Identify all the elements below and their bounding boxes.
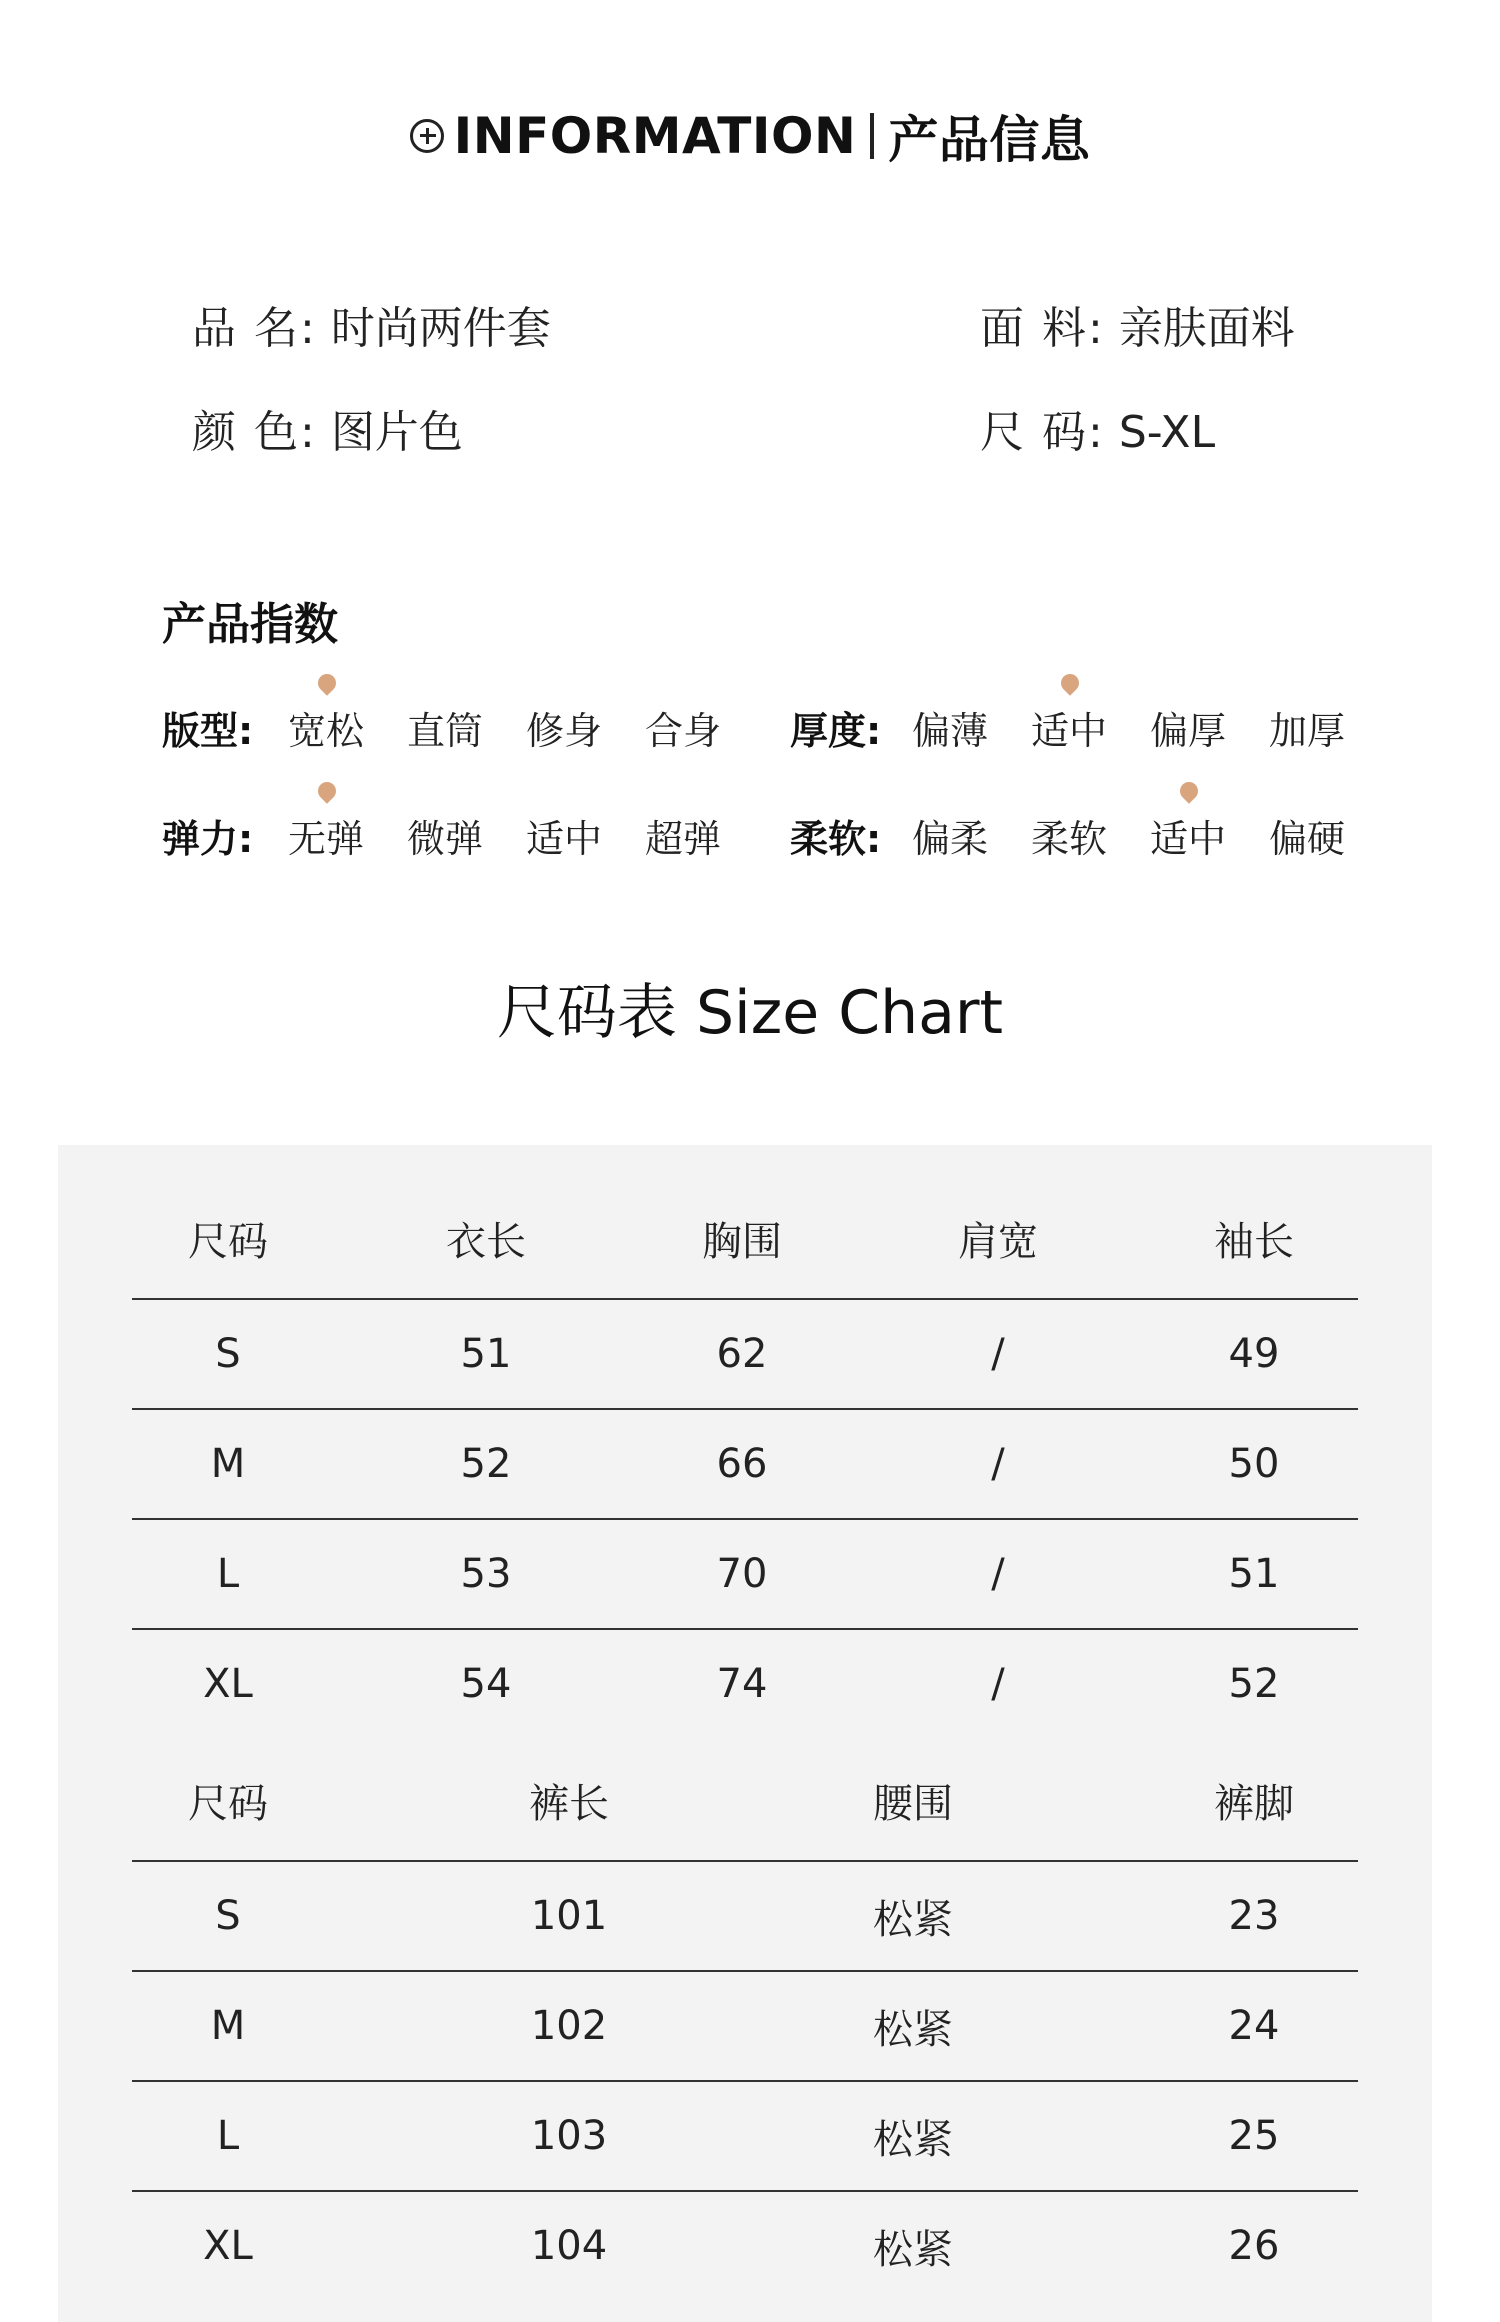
index-option-thickness: 加厚	[1269, 709, 1346, 753]
table-cell: L	[216, 2113, 240, 2159]
header-title: 产品信息	[888, 111, 1091, 169]
table-cell: 52	[460, 1441, 512, 1487]
table-cell: 23	[1228, 1893, 1280, 1939]
index-label-fit: 版型:	[162, 709, 254, 753]
table-cell: /	[991, 1661, 1005, 1707]
info-fabric-label: 面 料:	[980, 303, 1105, 354]
table-cell: 26	[1228, 2223, 1280, 2269]
selected-marker-icon	[314, 778, 339, 803]
index-option-fit: 合身	[645, 709, 722, 753]
table-header-cell: 裤脚	[1214, 1780, 1294, 1827]
index-option-softness: 柔软	[1031, 817, 1108, 861]
index-option-thickness: 适中	[1031, 709, 1108, 753]
table-header-cell: 裤长	[529, 1780, 609, 1827]
index-option-softness: 适中	[1150, 817, 1227, 861]
table-header-cell: 尺码	[188, 1780, 268, 1827]
info-name-label: 品 名:	[192, 303, 317, 354]
table-row	[132, 1630, 1358, 1738]
table-header-row	[132, 1740, 1358, 1862]
table-cell: 25	[1228, 2113, 1280, 2159]
info-size-label: 尺 码:	[980, 407, 1105, 458]
info-color-value: 图片色	[330, 407, 463, 458]
table-cell: 102	[530, 2003, 608, 2049]
table-cell: XL	[203, 2223, 253, 2269]
table-cell: S	[215, 1331, 241, 1377]
table-cell: L	[216, 1551, 240, 1597]
table-cell: S	[215, 1893, 241, 1939]
index-option-elasticity: 微弹	[407, 817, 484, 861]
index-option-fit: 直筒	[407, 709, 484, 753]
table-cell: 53	[460, 1551, 512, 1597]
table-header-cell: 衣长	[446, 1218, 526, 1265]
table-cell: 54	[460, 1661, 512, 1707]
table-row	[132, 1300, 1358, 1410]
index-option-fit: 宽松	[288, 709, 365, 753]
table-header-row	[132, 1178, 1358, 1300]
index-option-thickness: 偏薄	[912, 709, 989, 753]
info-fabric-value: 亲肤面料	[1118, 303, 1295, 354]
table-cell: 62	[716, 1331, 768, 1377]
selected-marker-icon	[314, 670, 339, 695]
table-cell: /	[991, 1551, 1005, 1597]
table-cell: 51	[460, 1331, 512, 1377]
info-size	[980, 396, 1215, 460]
table-cell: 松紧	[873, 2116, 953, 2163]
table-cell: 74	[716, 1661, 768, 1707]
index-row-softness	[0, 808, 1500, 868]
bottom-size-table	[132, 1740, 1358, 2300]
index-option-fit: 修身	[526, 709, 603, 753]
table-row	[132, 1410, 1358, 1520]
table-cell: 66	[716, 1441, 768, 1487]
table-cell: 50	[1228, 1441, 1280, 1487]
table-cell: 49	[1228, 1331, 1280, 1377]
selected-marker-icon	[1057, 670, 1082, 695]
top-size-table	[132, 1178, 1358, 1738]
table-cell: 24	[1228, 2003, 1280, 2049]
table-header-cell: 胸围	[702, 1218, 782, 1265]
table-cell: 104	[530, 2223, 608, 2269]
table-header-cell: 袖长	[1214, 1218, 1294, 1265]
index-label-softness: 柔软:	[790, 817, 882, 861]
table-header-cell: 尺码	[188, 1218, 268, 1265]
table-header-cell: 肩宽	[958, 1218, 1038, 1265]
selected-marker-icon	[1176, 778, 1201, 803]
size-chart-title: 尺码表 Size Chart	[496, 978, 1004, 1048]
table-cell: 70	[716, 1551, 768, 1597]
header-prefix: INFORMATION	[453, 107, 857, 165]
table-row	[132, 2082, 1358, 2192]
table-cell: /	[991, 1331, 1005, 1377]
table-cell: 松紧	[873, 2006, 953, 2053]
info-name-value: 时尚两件套	[330, 303, 551, 354]
table-row	[132, 1862, 1358, 1972]
info-color	[192, 396, 463, 460]
table-cell: /	[991, 1441, 1005, 1487]
table-cell: 松紧	[873, 1896, 953, 1943]
info-header	[0, 100, 1500, 172]
index-option-elasticity: 超弹	[645, 817, 722, 861]
index-option-elasticity: 适中	[526, 817, 603, 861]
circle-plus-icon	[410, 119, 444, 153]
header-divider	[870, 113, 874, 159]
index-label-thickness: 厚度:	[790, 709, 882, 753]
index-label-elasticity: 弹力:	[162, 817, 254, 861]
table-cell: 103	[530, 2113, 608, 2159]
info-size-value: S-XL	[1118, 407, 1216, 458]
table-row	[132, 1520, 1358, 1630]
table-header-cell: 腰围	[873, 1780, 953, 1827]
index-option-softness: 偏硬	[1269, 817, 1346, 861]
index-row-thickness	[0, 700, 1500, 760]
table-cell: 松紧	[873, 2226, 953, 2273]
table-cell: 51	[1228, 1551, 1280, 1597]
table-cell: XL	[203, 1661, 253, 1707]
table-row	[132, 2192, 1358, 2300]
index-option-softness: 偏柔	[912, 817, 989, 861]
info-color-label: 颜 色:	[192, 407, 317, 458]
table-cell: M	[210, 2003, 246, 2049]
table-cell: 52	[1228, 1661, 1280, 1707]
product-info	[0, 280, 1500, 510]
table-row	[132, 1972, 1358, 2082]
index-option-elasticity: 无弹	[288, 817, 365, 861]
index-option-thickness: 偏厚	[1150, 709, 1227, 753]
index-title: 产品指数	[162, 599, 338, 650]
table-cell: M	[210, 1441, 246, 1487]
info-fabric	[980, 292, 1295, 356]
table-cell: 101	[530, 1893, 608, 1939]
info-name	[192, 292, 551, 356]
